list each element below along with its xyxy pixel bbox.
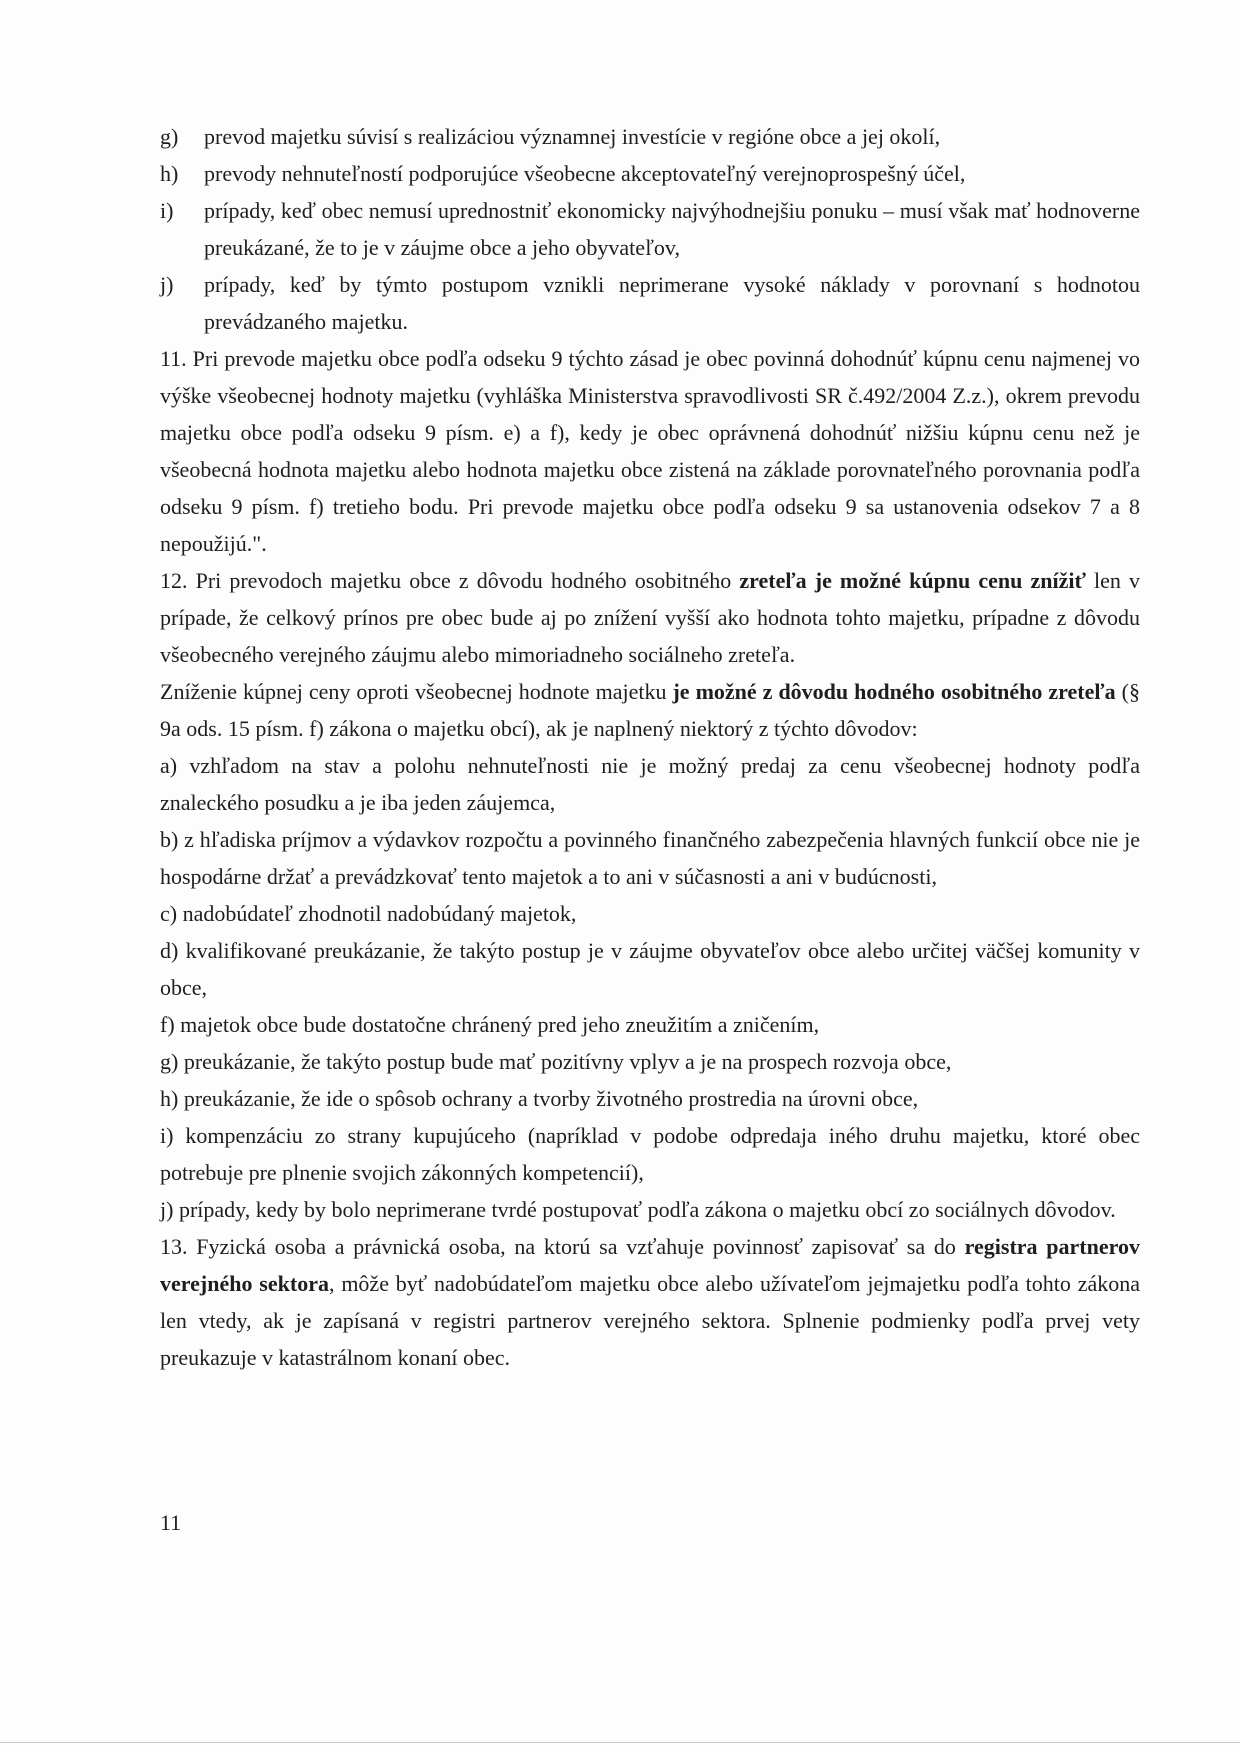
reason-item: f) majetok obce bude dostatočne chránený pred jeho zneužitím a zničením, [160,1012,820,1037]
reason-item: j) prípady, kedy by bolo neprimerane tvrdé postupovať podľa zákona o majetku obcí zo sociálnych dôvodov. [160,1197,1116,1222]
list-item [160,155,1140,192]
reason-item: c) nadobúdateľ zhodnotil nadobúdaný majetok, [160,901,577,926]
list-item [160,192,1140,266]
reason-item: b) z hľadiska príjmov a výdavkov rozpočtu a povinného finančného zabezpečenia hlavných funkcií obce nie je hospodárne držať a prevádzkovať tento majetok a to ani v súčasnosti a ani v budúcnosti, [160,827,1140,889]
list-item-label: g) [160,124,179,149]
reason-item: h) preukázanie, že ide o spôsob ochrany a tvorby životného prostredia na úrovni obce, [160,1086,919,1111]
scan-edge-line [0,1742,1240,1743]
reason-item: i) kompenzáciu zo strany kupujúceho (napríklad v podobe odpredaja iného druhu majetku, ktoré obec potrebuje pre plnenie svojich zákonných kompetencií), [160,1123,1140,1185]
list-item-text: prevod majetku súvisí s realizáciou významnej investície v regióne obce a jej okolí, [204,124,941,149]
reason-item: d) kvalifikované preukázanie, že takýto postup je v záujme obyvateľov obce alebo určitej väčšej komunity v obce, [160,938,1140,1000]
list-item [160,118,1140,155]
paragraph-11: 11. Pri prevode majetku obce podľa odseku 9 týchto zásad je obec povinná dohodnúť kúpnu cenu najmenej vo výške všeobecnej hodnoty majetku (vyhláška Ministerstva spravodlivosti SR č.492/2004 Z.z.), okrem prevodu majetku obce podľa odseku 9 písm. e) a f), kedy je obec oprávnená dohodnúť nižšiu kúpnu cenu než je všeobecná hodnota majetku alebo hodnota majetku obce zistená na základe porovnateľného porovnania podľa odseku 9 písm. f) tretieho bodu. Pri prevode majetku obce podľa odseku 9 sa ustanovenia odsekov 7 a 8 nepoužijú.". [160,346,1140,556]
paragraph-13-bold: registra partnerov verejného sektora [160,1234,1140,1296]
list-item-text: prípady, keď obec nemusí uprednostniť ekonomicky najvýhodnejšiu ponuku – musí však mať hodnoverne preukázané, že to je v záujme obce a jeho obyvateľov, [204,198,1140,260]
paragraph-12-reduction-text-a: Zníženie kúpnej ceny oproti všeobecnej hodnote majetku [160,679,673,704]
paragraph-12-bold: zreteľa je možné kúpnu cenu znížiť [739,568,1086,593]
list-item-label: i) [160,198,174,223]
list-item-label: j) [160,272,174,297]
list-item-label: h) [160,161,179,186]
paragraph-12-reduction-bold: je možné z dôvodu hodného osobitného zreteľa [672,679,1116,704]
page-number: 11 [160,1510,182,1535]
paragraph-13-text-c: , môže byť nadobúdateľom majetku obce alebo užívateľom jejmajetku podľa tohto zákona len vtedy, ak je zapísaná v registri partnerov verejného sektora. Splnenie podmienky podľa prvej vety preukazuje v katastrálnom konaní obec. [160,1271,1140,1370]
paragraph-12-text-c: len v prípade, že celkový prínos pre obec bude aj po znížení vyšší ako hodnota tohto majetku, prípadne z dôvodu všeobecného verejného záujmu alebo mimoriadneho sociálneho zreteľa. [160,568,1140,667]
list-item [160,266,1140,340]
list-item-text: prevody nehnuteľností podporujúce všeobecne akceptovateľný verejnoprospešný účel, [204,161,966,186]
paragraph-12-reduction [160,673,1140,747]
paragraph-13 [160,1228,1140,1376]
reason-item: g) preukázanie, že takýto postup bude mať pozitívny vplyv a je na prospech rozvoja obce, [160,1049,952,1074]
paragraph-12-reduction-text-c: (§ 9a ods. 15 písm. f) zákona o majetku obcí), ak je naplnený niektorý z týchto dôvodov: [160,679,1141,741]
document-body [160,118,1140,1376]
paragraph-12 [160,562,1140,673]
reason-item: a) vzhľadom na stav a polohu nehnuteľnosti nie je možný predaj za cenu všeobecnej hodnoty podľa znaleckého posudku a je iba jeden záujemca, [160,753,1140,815]
paragraph-12-text-a: 12. Pri prevodoch majetku obce z dôvodu hodného osobitného [160,568,740,593]
list-item-text: prípady, keď by týmto postupom vznikli neprimerane vysoké náklady v porovnaní s hodnotou prevádzaného majetku. [204,272,1140,334]
paragraph-13-text-a: 13. Fyzická osoba a právnická osoba, na ktorú sa vzťahuje povinnosť zapisovať sa do [160,1234,965,1259]
